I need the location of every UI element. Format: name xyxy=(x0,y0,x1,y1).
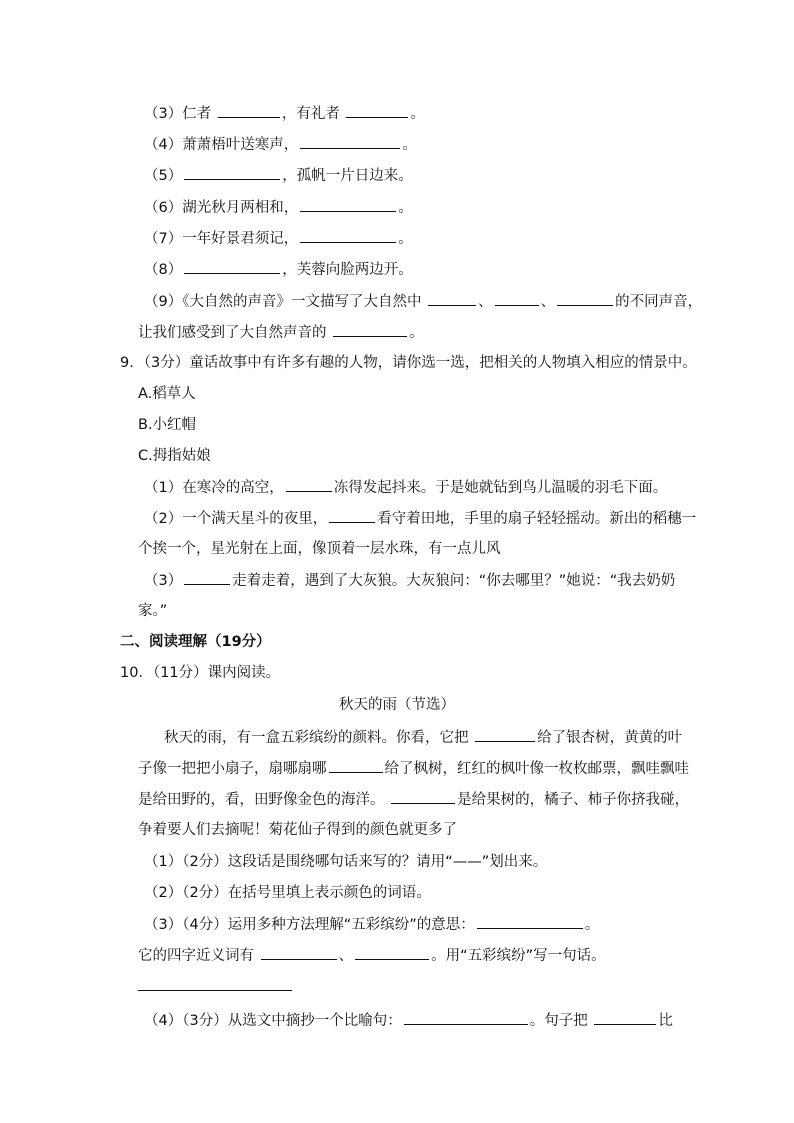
q9-scene-3: （3） 走着走着，遇到了大灰狼。大灰狼问：“你去哪里？”她说：“我去奶奶 xyxy=(144,570,675,591)
answer-blank[interactable] xyxy=(218,103,280,118)
answer-blank[interactable] xyxy=(557,291,613,306)
q9-option-b: B.小红帽 xyxy=(138,417,197,433)
passage-line-3: 是给田野的，看，田野像金色的海洋。 是给果树的，橘子、柿子你挤我碰， xyxy=(138,789,689,810)
answer-blank[interactable] xyxy=(286,477,332,492)
passage-line-1: 秋天的雨，有一盒五彩缤纷的颜料。你看，它把 给了银杏树，黄黄的叶 xyxy=(164,727,682,748)
answer-blank[interactable] xyxy=(346,103,408,118)
q10-sub-2: （2）（2分）在括号里填上表示颜色的词语。 xyxy=(144,885,431,901)
answer-blank[interactable] xyxy=(475,727,535,742)
q10-stem: 10．（11分）课内阅读。 xyxy=(120,665,281,681)
answer-blank[interactable] xyxy=(404,1010,528,1025)
q8-item-9-cont: 让我们感受到了大自然声音的 。 xyxy=(138,322,424,343)
answer-blank[interactable] xyxy=(428,291,476,306)
q9-option-c: C.拇指姑娘 xyxy=(138,448,211,464)
answer-blank[interactable] xyxy=(184,259,280,274)
answer-blank[interactable] xyxy=(355,945,429,960)
answer-blank[interactable] xyxy=(261,945,337,960)
q9-scene-2-cont: 个挨一个，星光射在上面，像顶着一层水珠，有一点儿风 xyxy=(138,541,501,557)
answer-blank[interactable] xyxy=(594,1010,656,1025)
passage-line-4: 争着要人们去摘呢！菊花仙子得到的颜色就更多了 xyxy=(138,822,457,838)
q8-item-5: （5） ，孤帆一片日边来。 xyxy=(144,165,413,186)
answer-blank[interactable] xyxy=(184,165,280,180)
q9-scene-1: （1）在寒冷的高空， 冻得发起抖来。于是她就钻到鸟儿温暖的羽毛下面。 xyxy=(144,477,667,498)
answer-blank[interactable] xyxy=(184,570,230,585)
q8-item-7: （7）一年好景君须记， 。 xyxy=(144,228,413,249)
q10-sub-1: （1）（2分）这段话是围绕哪句话来写的？请用“——”划出来。 xyxy=(144,854,548,870)
answer-blank[interactable] xyxy=(300,134,400,149)
section-heading: 二、阅读理解（19分） xyxy=(120,634,271,650)
answer-blank[interactable] xyxy=(329,508,375,523)
q8-item-4: （4）萧萧梧叶送寒声， 。 xyxy=(144,134,417,155)
answer-blank[interactable] xyxy=(329,758,383,773)
q9-option-a: A.稻草人 xyxy=(138,386,196,402)
q9-scene-2: （2）一个满天星斗的夜里， 看守着田地，手里的扇子轻轻摇动。新出的稻穗一 xyxy=(144,508,696,529)
q10-sub-3-cont: 它的四字近义词有 、 。用“五彩缤纷”写一句话。 xyxy=(138,945,606,966)
passage-line-2: 子像一把把小扇子，扇哪扇哪 给了枫树，红红的枫叶像一枚枚邮票，飘哇飘哇 xyxy=(138,758,689,779)
q10-sub-4: （4）（3分）从选文中摘抄一个比喻句： 。句子把 比 xyxy=(144,1010,673,1031)
answer-blank[interactable] xyxy=(300,197,396,212)
q8-item-9: （9）《大自然的声音》一文描写了大自然中 、 、 的不同声音， xyxy=(144,291,702,312)
answer-blank[interactable] xyxy=(495,291,539,306)
q9-stem: 9．（3分）童话故事中有许多有趣的人物，请你选一选，把相关的人物填入相应的情景中。 xyxy=(120,355,697,371)
answer-blank[interactable] xyxy=(300,228,396,243)
q8-item-8: （8） ，芙蓉向脸两边开。 xyxy=(144,259,413,280)
answer-blank[interactable] xyxy=(391,789,455,804)
passage-title: 秋天的雨（节选） xyxy=(339,697,455,713)
sentence-answer-line[interactable] xyxy=(138,990,292,991)
q8-item-3: （3）仁者 ，有礼者 。 xyxy=(144,103,425,124)
q8-item-6: （6）湖光秋月两相和， 。 xyxy=(144,197,413,218)
answer-blank[interactable] xyxy=(333,322,407,337)
q10-sub-3: （3）（4分）运用多种方法理解“五彩缤纷”的意思： 。 xyxy=(144,914,599,935)
answer-blank[interactable] xyxy=(477,914,583,929)
q9-scene-3-cont: 家。” xyxy=(138,603,168,619)
